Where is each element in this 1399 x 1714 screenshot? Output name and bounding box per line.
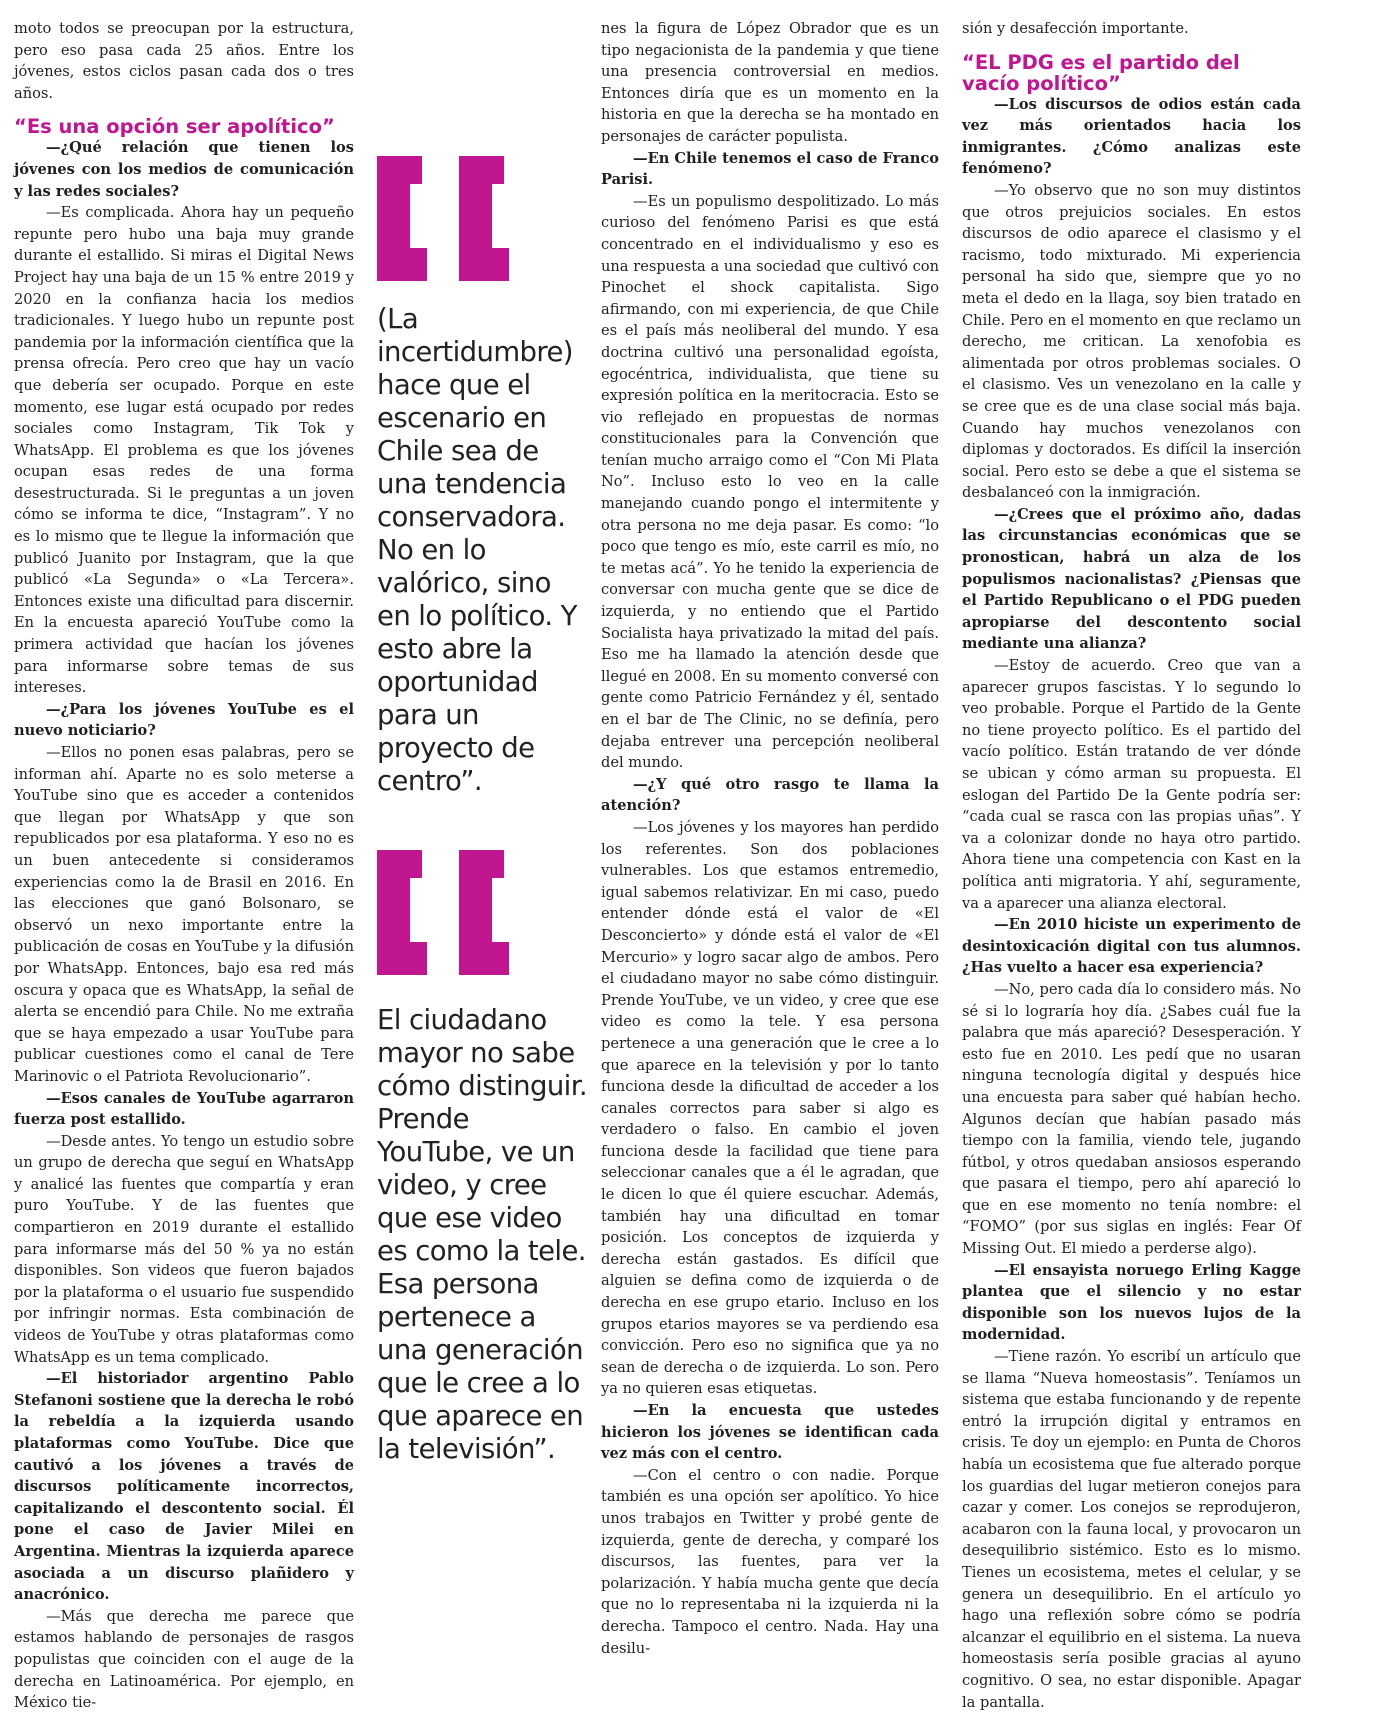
interview-answer: —No, pero cada día lo considero más. No sé si lo lograría hoy día. ¿Sabes cuál fue la palabra que más apareció? Desesperación. Y esto fue en 2010. Les pedí que no usaran ninguna tecnología digital y después hice una encuesta para saber qué habían hecho. Algunos decían que habían pasado más tiempo con la familia, viendo tele, jugando fútbol, y otros quedaban ansiosos esperando que pasara el tiempo, pero ahí apareció lo que en ese momento no tenía nombre: el “FOMO” (por sus siglas en inglés: Fear Of Missing Out. El miedo a perderse algo). xyxy=(962,980,1301,1258)
interview-answer: —Es complicada. Ahora hay un pequeño repunte pero hubo una baja muy grande durante el estallido. Si miras el Digital News Project hay una baja de un 15 % entre 2019 y 2020 en la confianza hacia los medios tradicionales. Y luego hubo un repunte post pandemia por la información científica que la prensa ofrecía. Pero creo que hay un vacío que debería ser ocupado. Porque en este momento, ese lugar está ocupado por redes sociales como Instagram, Tik Tok y WhatsApp. El problema es que los jóvenes ocupan esas redes de una forma desestructurada. Si le preguntas a un joven cómo se informa te dice, “Instagram”. Y no es lo mismo que te llegue la información que publicó Juanito por Instagram, que la que publicó «La Segunda» o «La Tercera». Entonces existe una dificultad para discernir. En la encuesta apareció YouTube como la primera actividad que hacían los jóvenes para informarse sobre temas de sus intereses. xyxy=(14,204,354,697)
column-1 xyxy=(14,18,354,1714)
quote-mark-icon xyxy=(377,850,517,975)
section-heading: “Es una opción ser apolítico” xyxy=(14,115,335,139)
interview-question: —El historiador argentino Pablo Stefanoni sostiene que la derecha le robó la rebeldía a la izquierda usando plataformas como YouTube. Dice que cautivó a los jóvenes a través de discursos políticamente incorrectos, capitalizando el descontento social. Él pone el caso de Javier Milei en Argentina. Mientras la izquierda aparece asociada a un discurso plañidero y anacrónico. xyxy=(14,1370,354,1604)
paragraph: moto todos se preocupan por la estructura, pero eso pasa cada 25 años. Entre los jóvenes, estos ciclos pasan cada dos o tres años. xyxy=(14,20,354,102)
interview-answer: —Estoy de acuerdo. Creo que van a aparecer grupos fascistas. Y lo segundo lo veo probable. Porque el Partido de la Gente no tiene proyecto político. Es el partido del vacío político. Están tratando de ver dónde se ubican y cómo arman su propuesta. El eslogan del Partido De la Gente podría ser: “cada cual se rasca con las propias uñas”. Y va a colonizar donde no haya otro partido. Ahora tiene una competencia con Kast en la política anti migratoria. Y ahí, seguramente, va a aparecer una alianza electoral. xyxy=(962,657,1301,912)
interview-answer: —Tiene razón. Yo escribí un artículo que se llama “Nueva homeostasis”. Teníamos un sistema que estaba funcionando y de repente entró la irrupción digital y entramos en crisis. Te doy un ejemplo: en Punta de Choros había un ecosistema que fue alterado porque los guardias del lugar metieron conejos para cazar y comer. Los conejos se reprodujeron, acabaron con la fauna local, y provocaron un desequilibrio sistémico. Esto es lo mismo. Tienes un ecosistema, metes el celular, y se genera un desequilibrio. En el artículo yo hago una reflexión sobre cómo se podría alcanzar el equilibrio en el sistema. La nueva homeostasis sería posible gracias al ayuno cognitivo. O sea, no estar disponible. Apagar la pantalla. xyxy=(962,1348,1301,1711)
interview-question: —¿Y qué otro rasgo te llama la atención? xyxy=(601,775,939,815)
paragraph: nes la figura de López Obrador que es un tipo negacionista de la pandemia y que tiene una presencia controversial en medios. Entonces diría que es un momento en la historia en que la derecha se ha montado en personajes de carácter populista. xyxy=(601,20,939,145)
interview-answer: —Más que derecha me parece que estamos hablando de personajes de rasgos populistas que coinciden con el auge de la derecha en Latinoamérica. Por ejemplo, en México tie- xyxy=(14,1607,354,1712)
interview-question: —Esos canales de YouTube agarraron fuerza post estallido. xyxy=(14,1089,354,1129)
interview-question: —Los discursos de odios están cada vez más orientados hacia los inmigrantes. ¿Cómo analizas este fenómeno? xyxy=(962,95,1301,178)
quote-mark-icon xyxy=(377,156,517,281)
interview-answer: —Ellos no ponen esas palabras, pero se informan ahí. Aparte no es solo meterse a YouTube sino que es acceder a contenidos que llegan por WhatsApp y que son republicados por esa plataforma. Y eso no es un buen antecedente si consideramos experiencias como la de Brasil en 2016. En las elecciones que ganó Bolsonaro, se observó un nexo importante entre la publicación de cosas en YouTube y la difusión por WhatsApp. Entonces, bajo esa red más oscura y opaca que es WhatsApp, la señal de alerta se encendió para Chile. No me extraña que se haya empezado a usar YouTube para publicar cuestiones como el canal de Tere Marinovic o el Patriota Revolucionario”. xyxy=(14,744,354,1085)
interview-answer: —Es un populismo despolitizado. Lo más curioso del fenómeno Parisi es que está concentrado en el individualismo y eso es una respuesta a una sociedad que cultivó con Pinochet el shock capitalista. Sigo afirmando, con mi experiencia, de que Chile es el país más neoliberal del mundo. Y esa doctrina cultivó una personalidad egoísta, egocéntrica, individualista, que tiene su expresión política en la meritocracia. Esto se vio reflejado en propuestas de normas constitucionales para la Convención que tenían mucho arraigo como el “Con Mi Plata No”. Incluso esto lo veo en la calle manejando cuando pongo el intermitente y otra persona no me deja pasar. Es como: “lo poco que tengo es mío, este carril es mío, no te metas acá”. Yo he tenido la experiencia de conversar con mucha gente que se dice de izquierda, y no entiendo que el Partido Socialista haya privatizado la mitad del país. Eso me ha llamado la atención desde que llegué en 2008. En su momento conversé con gente como Patricio Fernández y él, sentado en el bar de The Clinic, no se definía, pero dejaba entrever una percepción neoliberal del mundo. xyxy=(601,192,939,772)
interview-question: —¿Para los jóvenes YouTube es el nuevo noticiario? xyxy=(14,700,354,740)
interview-question: —En 2010 hiciste un experimento de desintoxicación digital con tus alumnos. ¿Has vuelto a hacer esa experiencia? xyxy=(962,916,1301,977)
pull-quote: (La incertidumbre) hace que el escenario en Chile sea de una tendencia conservadora. No en lo valórico, sino en lo político. Y esto abre la oportunidad para un proyecto de centro”. xyxy=(377,303,577,797)
interview-question: —¿Crees que el próximo año, dadas las circunstancias económicas que se pronostican, habrá un alza de los populismos nacionalistas? ¿Piensas que el Partido Republicano o el PDG pueden apropiarse del descontento social mediante una alianza? xyxy=(962,505,1301,653)
interview-question: —El ensayista noruego Erling Kagge plantea que el silencio y no estar disponible son los nuevos lujos de la modernidad. xyxy=(962,1261,1301,1344)
column-3 xyxy=(601,18,939,1659)
interview-answer: —Con el centro o con nadie. Porque también es una opción ser apolítico. Yo hice unos trabajos en Twitter y probé gente de izquierda, gente de derecha, y comparé los discursos, las fuentes, para ver la polarización. Y había mucha gente que decía que no lo representaba ni la izquierda ni la derecha. Tampoco el centro. Nada. Hay una desilu- xyxy=(601,1466,939,1657)
interview-answer: —Desde antes. Yo tengo un estudio sobre un grupo de derecha que seguí en WhatsApp y analicé las fuentes que compartía y eran puro YouTube. Y de las fuentes que compartieron en 2019 durante el estallido para informarse más del 50 % ya no están disponibles. Son videos que fueron bajados por la plataforma o el usuario fue suspendido por infringir normas. Esta combinación de videos de YouTube y otras plataformas como WhatsApp es un tema complicado. xyxy=(14,1132,354,1366)
interview-answer: —Los jóvenes y los mayores han perdido los referentes. Son dos poblaciones vulnerables. Los que estamos entremedio, igual sabemos relativizar. En mi caso, puedo entender dónde está el valor de «El Desconcierto» y dónde está el valor de «El Mercurio» y logro sacar algo de ambos. Pero el ciudadano mayor no sabe cómo distinguir. Prende YouTube, ve un video, y cree que ese video es como la tele. Y esa persona pertenece a una generación que le cree a lo que aparece en la televisión y por lo tanto funciona desde la dificultad de acceder a los canales correctos para saber si algo es verdadero o falso. En cambio el joven funciona desde la facilidad que tiene para seleccionar canales que a él le agradan, que le dicen lo que él quiere escuchar. Además, también hay una dificultad en tomar posición. Los conceptos de izquierda y derecha están gastados. Es difícil que alguien se defina como de izquierda o de derecha en ese grupo etario. Incluso en los grupos etarios mayores se va perdiendo esa convicción. Pero eso no significa que ya no sean de derecha o de izquierda. Lo son. Pero ya no quieren esas etiquetas. xyxy=(601,818,939,1398)
section-heading: “EL PDG es el partido del vacío político” xyxy=(962,50,1240,95)
pull-quote: El ciudadano mayor no sabe cómo distinguir. Prende YouTube, ve un video, y cree que ese video es como la tele. Esa persona pertenece a una generación que le cree a lo que aparece en la televisión”. xyxy=(377,1004,588,1465)
interview-question: —En Chile tenemos el caso de Franco Parisi. xyxy=(601,149,939,189)
interview-question: —En la encuesta que ustedes hicieron los jóvenes se identifican cada vez más con el centro. xyxy=(601,1402,939,1463)
paragraph: sión y desafección importante. xyxy=(962,20,1189,37)
interview-answer: —Yo observo que no son muy distintos que otros prejuicios sociales. En estos discursos de odio aparece el clasismo y el racismo, todo mixturado. Mi experiencia personal ha sido que, siempre que yo no meta el dedo en la llaga, soy bien tratado en Chile. Pero en el momento en que reclamo un derecho, me critican. La xenofobia es alimentada por otros problemas sociales. O el clasismo. Ves un venezolano en la calle y se cree que es de una clase social más baja. Cuando hay muchos venezolanos con diplomas y doctorados. Es difícil la inserción social. Pero esto se debe a que el sistema se desbalanceó con la inmigración. xyxy=(962,181,1301,502)
interview-question: —¿Qué relación que tienen los jóvenes con los medios de comunicación y las redes sociales? xyxy=(14,139,354,200)
column-4 xyxy=(962,18,1301,1713)
